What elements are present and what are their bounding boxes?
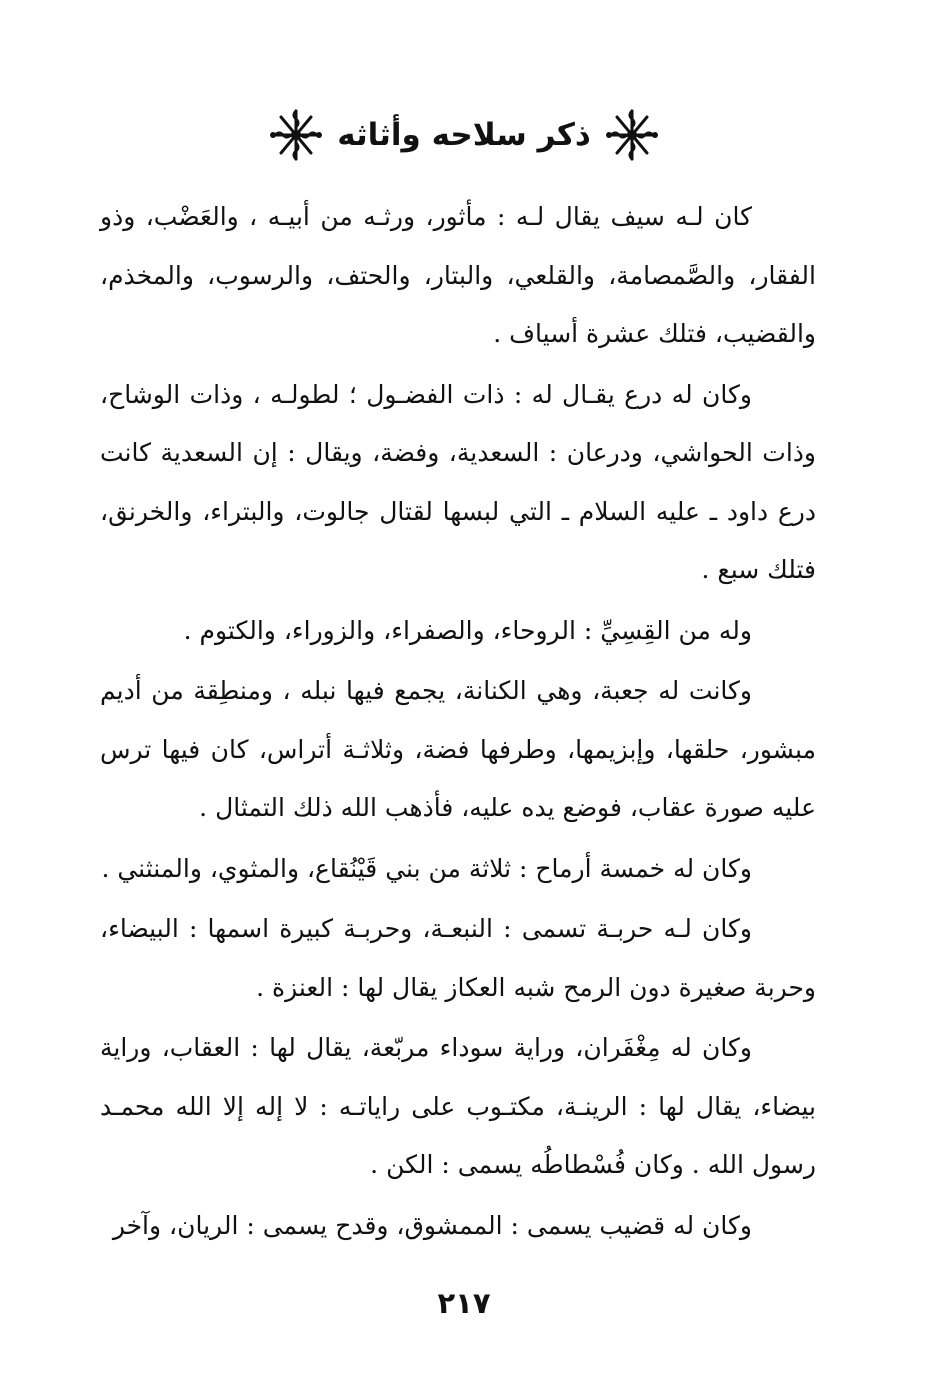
paragraph-lances: وكان لـه حربـة تسمى : النبعـة، وحربـة كبيرة اسمها : البيضاء، وحربة صغيرة دون الرمح شبه العكاز يقال لها : العنزة . [100,914,816,1002]
paragraph-swords: كان لـه سيف يقال لـه : مأثور، ورثـه من أبيـه ، والعَضْب، وذو الفقار، والصَّمصامة، والقلعي، والبتار، والحتف، والرسوب، والمخذم، والقضيب، فتلك عشرة أسياف . [100,202,816,348]
heading-title: ذكر سلاحه وأثاثه [337,117,591,153]
paragraph-bows: وله من القِسِيِّ : الروحاء، والصفراء، والزوراء، والكتوم . [183,615,752,645]
section-heading [0,100,928,170]
paragraph-armor: وكان له درع يقـال له : ذات الفضـول ؛ لطولـه ، وذات الوشاح، وذات الحواشي، ودرعان : السعدية، وفضة، ويقال : إن السعدية كانت درع داود ـ عليه السلام ـ التي لبسها لقتال جالوت، والبتراء، والخرنق، فتلك سبع . [100,379,816,584]
page-number: ٢١٧ [437,1286,491,1320]
right-ornament-icon [605,107,659,163]
paragraph-quiver: وكانت له جعبة، وهي الكنانة، يجمع فيها نبله ، ومنطِقة من أديم مبشور، حلقها، وإبزيمها، وطرفها فضة، وثلاثـة أتراس، كان فيها ترس عليه صورة عقاب، فوضع يده عليه، فأذهب الله ذلك التمثال . [100,676,816,822]
paragraph-spears: وكان له خمسة أرماح : ثلاثة من بني قَيْنُقاع، والمثوي، والمنثني . [101,853,752,883]
paragraph-banners: وكان له مِغْفَران، وراية سوداء مربّعة، يقال لها : العقاب، وراية بيضاء، يقال لها : الرينـة، مكتـوب على راياتـه : لا إله إلا الله محمـد رسول الله . وكان فُسْطاطُه يسمى : الكن . [100,1033,816,1179]
paragraph-staff: وكان له قضيب يسمى : الممشوق، وقدح يسمى : الريان، وآخر [112,1210,752,1240]
body-text [100,188,816,1257]
left-ornament-icon [269,107,323,163]
